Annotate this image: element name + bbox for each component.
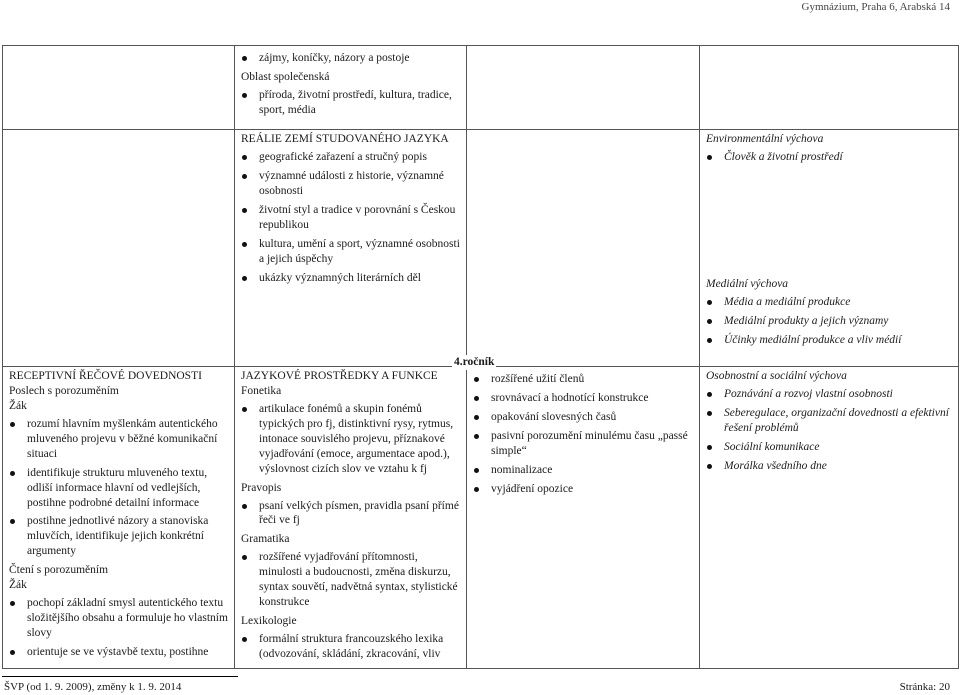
cell-topics [235, 46, 467, 130]
cell-empty [3, 46, 235, 130]
list-item: srovnávací a hodnotící konstrukce [471, 391, 695, 406]
list-item: rozumí hlavním myšlenkám autentického mluveného projevu v běžné komunikační situaci [7, 417, 230, 462]
cell-empty [467, 130, 700, 367]
list-item: rozšířené vyjadřování přítomnosti, minulosti a budoucnosti, změna diskurzu, syntax souvětí, nadvětná syntax, stylistické konstrukce [239, 550, 462, 610]
list-item: opakování slovesných časů [471, 410, 695, 425]
cell-language-means [235, 367, 467, 669]
list-item: významné události z historie, významné osobnosti [239, 169, 462, 199]
subheading: Gramatika [241, 533, 290, 546]
page-header: Gymnázium, Praha 6, Arabská 14 [801, 1, 950, 13]
subheading: Lexikologie [241, 615, 297, 628]
table-row [3, 367, 959, 669]
cell-cross-topics [700, 130, 959, 367]
footer-version: ŠVP (od 1. 9. 2009), změny k 1. 9. 2014 [4, 681, 182, 693]
list-item: vyjádření opozice [471, 482, 695, 497]
list-item: rozšířené užití členů [471, 372, 695, 387]
subheading: Fonetika [241, 384, 282, 397]
list-item: Sociální komunikace [704, 440, 954, 455]
footer-divider [2, 676, 238, 677]
list-item: orientuje se ve výstavbě textu, postihne [7, 645, 230, 660]
list-item: nominalizace [471, 463, 695, 478]
section-heading: Oblast společenská [241, 70, 330, 83]
table-row [3, 130, 959, 367]
subheading: Pravopis [241, 481, 282, 494]
subheading: Poslech s porozuměním [9, 384, 119, 397]
cell-empty [467, 46, 700, 130]
list-item: postihne jednotlivé názory a stanoviska mluvčích, identifikuje jejich konkrétní argumenty [7, 514, 230, 559]
list-item: pochopí základní smysl autentického textu složitějšího obsahu a formuluje ho vlastním slovy [7, 596, 230, 641]
table-row [3, 46, 959, 130]
list-item: artikulace fonémů a skupin fonémů typických pro fj, distinktivní rysy, rytmus, intonace souvislého projevu, příznakové vyjadřování (emoce, argumentace apod.), výslovnost cizích slov ve vztahu k fj [239, 402, 462, 477]
list-item: pasivní porozumění minulému času „passé simple“ [471, 429, 695, 459]
list-item: Morálka všedního dne [704, 459, 954, 474]
list-item: psaní velkých písmen, pravidla psaní přímé řeči ve fj [239, 499, 462, 529]
list-item: formální struktura francouzského lexika (odvozování, skládání, zkracování, vliv [239, 632, 462, 662]
list-item: ukázky významných literárních děl [239, 271, 462, 286]
subheading: Čtení s porozuměním [9, 564, 109, 577]
section-heading: JAZYKOVÉ PROSTŘEDKY A FUNKCE [241, 370, 438, 382]
list-item: zájmy, koníčky, názory a postoje [239, 51, 462, 66]
section-heading: Environmentální výchova [706, 133, 824, 145]
cell-empty [700, 46, 959, 130]
student-label: Žák [9, 399, 27, 412]
cell-receptive-skills [3, 367, 235, 669]
list-item: Mediální produkty a jejich významy [704, 314, 954, 329]
page-number: Stránka: 20 [899, 681, 950, 693]
grade-label: 4.ročník [454, 356, 495, 368]
list-item: identifikuje strukturu mluveného textu, odliší informace hlavní od vedlejších, postihne podrobné detailní informace [7, 466, 230, 511]
list-item: Seberegulace, organizační dovednosti a efektivní řešení problémů [704, 406, 954, 436]
student-label: Žák [9, 579, 27, 592]
cell-personal-social [700, 367, 959, 669]
list-item: geografické zařazení a stručný popis [239, 150, 462, 165]
section-heading: Mediální výchova [706, 277, 789, 290]
cell-empty [3, 130, 235, 367]
cell-realia [235, 130, 467, 367]
list-item: Média a mediální produkce [704, 295, 954, 310]
section-heading: REÁLIE ZEMÍ STUDOVANÉHO JAZYKA [241, 133, 449, 145]
list-item: kultura, umění a sport, významné osobnosti a jejich úspěchy [239, 237, 462, 267]
list-item: Účinky mediální produkce a vliv médií [704, 333, 954, 348]
list-item: Poznávání a rozvoj vlastní osobnosti [704, 387, 954, 402]
list-item: příroda, životní prostředí, kultura, tradice, sport, média [239, 88, 462, 118]
section-heading: RECEPTIVNÍ ŘEČOVÉ DOVEDNOSTI [9, 370, 202, 382]
list-item: Člověk a životní prostředí [704, 150, 954, 165]
list-item: životní styl a tradice v porovnání s Českou republikou [239, 203, 462, 233]
section-heading: Osobnostní a sociální výchova [706, 370, 847, 382]
cell-grammar-topics [467, 367, 700, 669]
